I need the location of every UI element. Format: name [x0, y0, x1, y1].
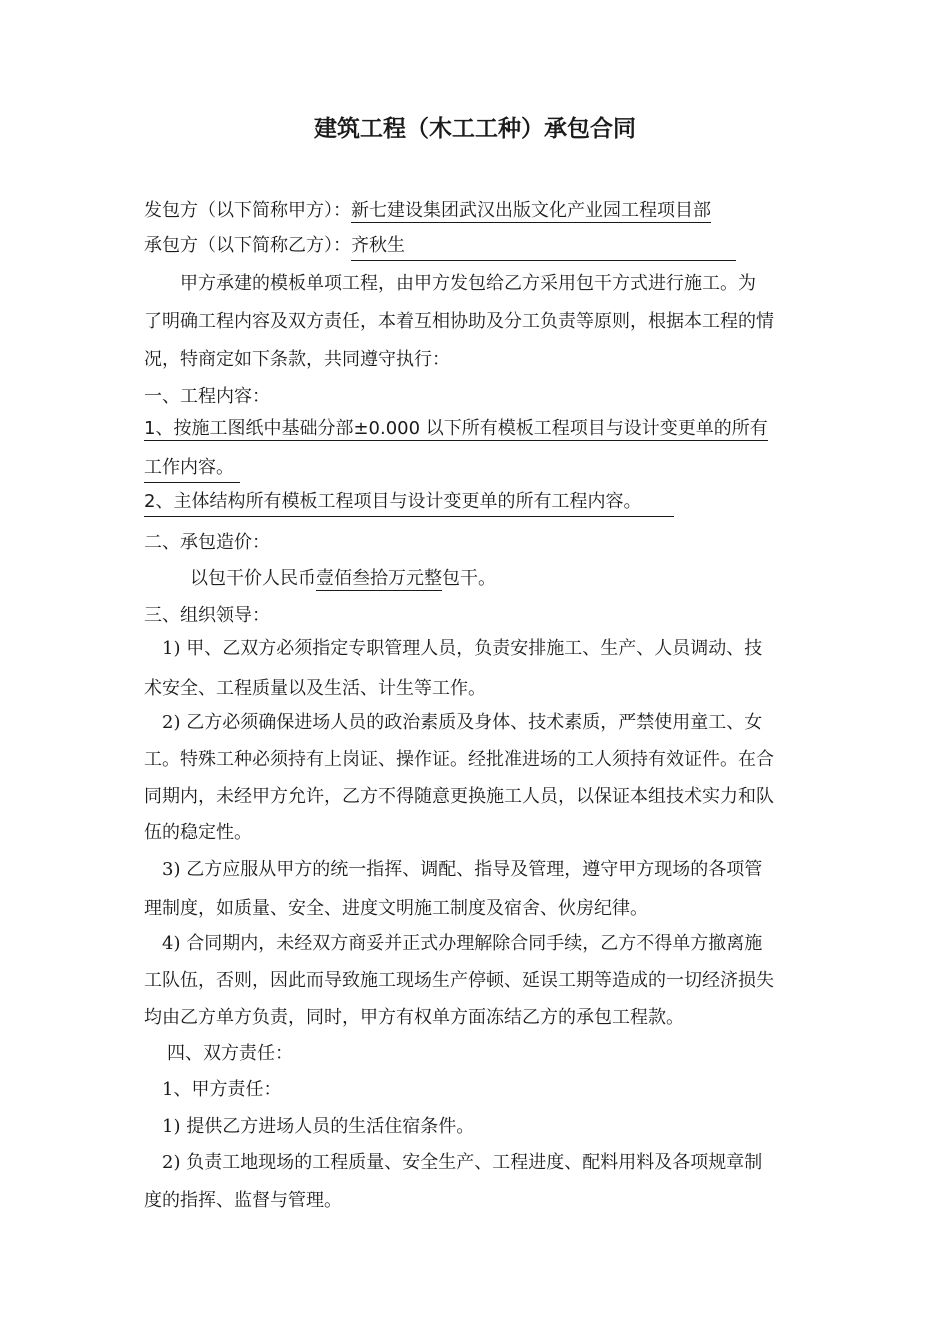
s3-p4-line1: 4) 合同期内，未经双方商妥并正式办理解除合同手续，乙方不得单方撤离施	[162, 933, 763, 954]
party-a-label: 发包方（以下简称甲方）：	[144, 200, 351, 221]
section1-item1-line1	[144, 416, 768, 442]
party-b-line	[144, 233, 736, 261]
party-a-line	[144, 198, 711, 224]
intro-line-1: 甲方承建的模板单项工程，由甲方发包给乙方采用包干方式进行施工。为	[180, 273, 756, 294]
price-prefix: 以包干价人民币	[190, 568, 316, 589]
price-value: 壹佰叁拾万元整	[316, 568, 442, 589]
s3-p4-line2: 工队伍，否则，因此而导致施工现场生产停顿、延误工期等造成的一切经济损失	[144, 970, 774, 991]
s4-sub1: 1、甲方责任：	[162, 1079, 282, 1100]
section1-item1-text1: 1、按施工图纸中基础分部±0.000 以下所有模板工程项目与设计变更单的所有	[144, 418, 768, 439]
s3-p3-line1: 3) 乙方应服从甲方的统一指挥、调配、指导及管理，遵守甲方现场的各项管	[162, 859, 763, 880]
s4-item1: 1) 提供乙方进场人员的生活住宿条件。	[162, 1116, 475, 1137]
document-title: 建筑工程（木工工种）承包合同	[314, 116, 636, 142]
party-b-label: 承包方（以下简称乙方）：	[144, 235, 351, 256]
s3-p2-line2: 工。特殊工种必须持有上岗证、操作证。经批准进场的工人须持有效证件。在合	[144, 749, 774, 770]
party-b-value: 齐秋生	[351, 233, 736, 261]
s3-p1-line1: 1) 甲、乙双方必须指定专职管理人员，负责安排施工、生产、人员调动、技	[162, 638, 763, 659]
section2-heading: 二、承包造价：	[144, 532, 270, 553]
s3-p2-line3: 同期内，未经甲方允许，乙方不得随意更换施工人员，以保证本组技术实力和队	[144, 786, 774, 807]
s4-item2-line2: 度的指挥、监督与管理。	[144, 1190, 342, 1211]
section1-item2-line	[144, 489, 674, 517]
s3-p2-line1: 2) 乙方必须确保进场人员的政治素质及身体、技术素质，严禁使用童工、女	[162, 712, 763, 733]
price-line	[190, 566, 496, 592]
section4-heading: 四、双方责任：	[167, 1043, 293, 1064]
price-suffix: 包干。	[442, 568, 496, 589]
section1-item1-text2: 工作内容。	[144, 455, 240, 483]
section1-heading: 一、工程内容：	[144, 386, 270, 407]
s3-p4-line3: 均由乙方单方负责，同时，甲方有权单方面冻结乙方的承包工程款。	[144, 1007, 684, 1028]
s3-p3-line2: 理制度，如质量、安全、进度文明施工制度及宿舍、伙房纪律。	[144, 898, 648, 919]
s4-item2-line1: 2) 负责工地现场的工程质量、安全生产、工程进度、配料用料及各项规章制	[162, 1152, 763, 1173]
section1-item2-text: 2、主体结构所有模板工程项目与设计变更单的所有工程内容。	[144, 489, 674, 517]
party-a-value: 新七建设集团武汉出版文化产业园工程项目部	[351, 200, 711, 221]
s3-p1-line2: 术安全、工程质量以及生活、计生等工作。	[144, 678, 486, 699]
section3-heading: 三、组织领导：	[144, 605, 270, 626]
intro-line-3: 况，特商定如下条款，共同遵守执行：	[144, 349, 450, 370]
s3-p2-line4: 伍的稳定性。	[144, 822, 252, 843]
intro-line-2: 了明确工程内容及双方责任，本着互相协助及分工负责等原则，根据本工程的情	[144, 311, 774, 332]
section1-item1-line2	[144, 455, 240, 483]
